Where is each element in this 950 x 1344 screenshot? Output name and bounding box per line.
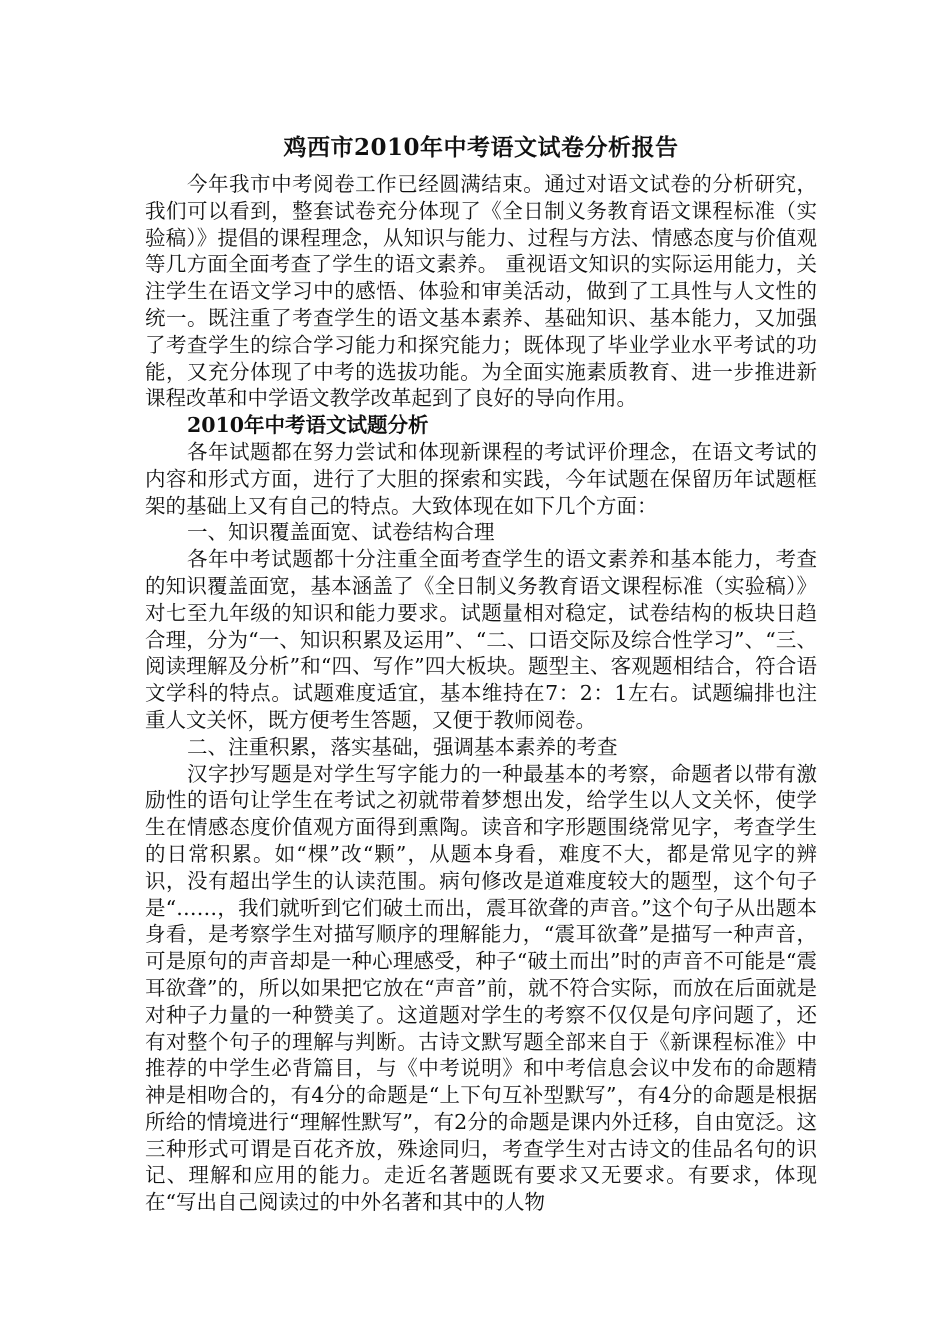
section-1-paragraph: 各年中考试题都十分注重全面考查学生的语文素养和基本能力，考查的知识覆盖面宽，基本涵盖了《全日制义务教育语文课程标准（实验稿）》对七至九年级的知识和能力要求。试题量相对稳定，试卷结构的板块日趋合理，分为“一、知识积累及运用”、“二、口语交际及综合性学习”、“三、阅读理解及分析”和“四、写作”四大板块。题型主、客观题相结合，符合语文学科的特点。试题难度适宜，基本维持在7：2：1左右。试题编排也注重人文关怀，既方便考生答题，又便于教师阅卷。 — [145, 547, 817, 732]
analysis-subheading: 2010年中考语文试题分析 — [187, 413, 429, 438]
document-body — [145, 131, 817, 1216]
intro-paragraph: 今年我市中考阅卷工作已经圆满结束。通过对语文试卷的分析研究，我们可以看到，整套试卷充分体现了《全日制义务教育语文课程标准（实验稿）》提倡的课程理念，从知识与能力、过程与方法、情感态度与价值观等几方面全面考查了学生的语文素养。 重视语文知识的实际运用能力，关注学生在语文学习中的感悟、体验和审美活动，做到了工具性与人文性的统一。既注重了考查学生的语文基本素养、基础知识、基本能力，又加强了考查学生的综合学习能力和探究能力；既体现了毕业学业水平考试的功能，又充分体现了中考的选拔功能。为全面实施素质教育、进一步推进新课程改革和中学语文教学改革起到了良好的导向作用。 — [145, 172, 817, 411]
document-title: 鸡西市2010年中考语文试卷分析报告 — [283, 134, 679, 161]
section-2-heading: 二、注重积累，落实基础，强调基本素养的考查 — [187, 734, 618, 759]
section-1-heading: 一、知识覆盖面宽、试卷结构合理 — [187, 520, 495, 545]
section-2-paragraph: 汉字抄写题是对学生写字能力的一种最基本的考察，命题者以带有激励性的语句让学生在考试之初就带着梦想出发，给学生以人文关怀，使学生在情感态度价值观方面得到熏陶。读音和字形题围绕常见字，考查学生的日常积累。如“棵”改“颗”，从题本身看，难度不大，都是常见字的辨识，没有超出学生的认读范围。病句修改是道难度较大的题型，这个句子是“……，我们就听到它们破土而出，震耳欲聋的声音。”这个句子从出题本身看，是考察学生对描写顺序的理解能力，“震耳欲聋”是描写一种声音，可是原句的声音却是一种心理感受，种子“破土而出”时的声音不可能是“震耳欲聋”的，所以如果把它放在“声音”前，就不符合实际，而放在后面就是对种子力量的一种赞美了。这道题对学生的考察不仅仅是句序问题了，还有对整个句子的理解与判断。古诗文默写题全部来自于《新课程标准》中推荐的中学生必背篇目，与《中考说明》和中考信息会议中发布的命题精神是相吻合的，有4分的命题是“上下句互补型默写”，有4分的命题是根据所给的情境进行“理解性默写”，有2分的命题是课内外迁移，自由宽泛。这三种形式可谓是百花齐放，殊途同归，考查学生对古诗文的佳品名句的识记、理解和应用的能力。走近名著题既有要求又无要求。有要求，体现在“写出自己阅读过的中外名著和其中的人物 — [145, 761, 817, 1215]
overview-paragraph: 各年试题都在努力尝试和体现新课程的考试评价理念，在语文考试的内容和形式方面，进行了大胆的探索和实践，今年试题在保留历年试题框架的基础上又有自己的特点。大致体现在如下几个方面： — [145, 439, 817, 518]
